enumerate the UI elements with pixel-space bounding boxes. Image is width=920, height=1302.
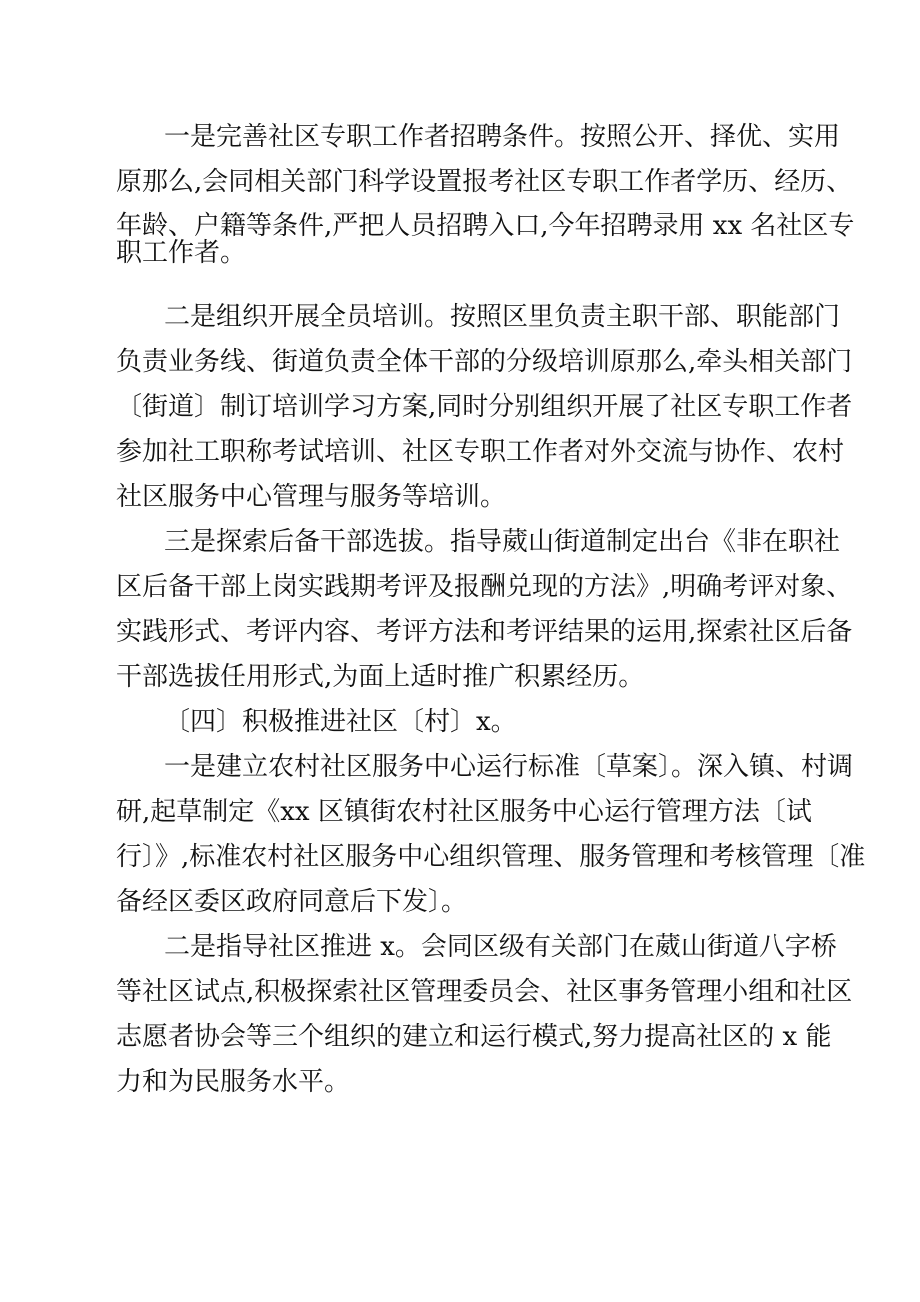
paragraph-3-line-3: 实践形式、考评内容、考评方法和考评结果的运用,探索社区后备 <box>116 617 853 647</box>
paragraph-1-line-3: 年龄、户籍等条件,严把人员招聘入口,今年招聘录用 xx 名社区专 <box>116 211 855 241</box>
paragraph-1-line-4: 职工作者。 <box>116 238 247 268</box>
paragraph-1-line-2: 原那么,会同相关部门科学设置报考社区专职工作者学历、经历、 <box>116 167 853 197</box>
paragraph-2-line-3: 〔街道〕制订培训学习方案,同时分别组织开展了社区专职工作者 <box>116 392 853 422</box>
paragraph-4-line-3: 行〕》,标准农村社区服务中心组织管理、服务管理和考核管理〔准 <box>116 842 866 872</box>
paragraph-5-line-1: 二是指导社区推进 x。会同区级有关部门在葳山街道八字桥 <box>164 932 837 962</box>
paragraph-4-line-1: 一是建立农村社区服务中心运行标准〔草案〕。深入镇、村调 <box>164 752 854 782</box>
paragraph-3-line-2: 区后备干部上岗实践期考评及报酬兑现的方法》,明确考评对象、 <box>116 572 853 602</box>
paragraph-1-line-1: 一是完善社区专职工作者招聘条件。按照公开、择优、实用 <box>164 122 841 152</box>
paragraph-2-line-4: 参加社工职称考试培训、社区专职工作者对外交流与协作、农村 <box>116 437 845 467</box>
paragraph-3-line-4: 干部选拔任用形式,为面上适时推广积累经历。 <box>116 662 645 692</box>
paragraph-4-line-4: 备经区委区政府同意后下发〕。 <box>116 887 468 917</box>
paragraph-5-line-2: 等社区试点,积极探索社区管理委员会、社区事务管理小组和社区 <box>116 977 853 1007</box>
paragraph-2-line-5: 社区服务中心管理与服务等培训。 <box>116 482 507 512</box>
section-heading-4: 〔四〕积极推进社区〔村〕x。 <box>164 707 517 737</box>
paragraph-3-line-1: 三是探索后备干部选拔。指导葳山街道制定出台《非在职社 <box>164 527 841 557</box>
paragraph-5-line-4: 力和为民服务水平。 <box>116 1067 351 1097</box>
paragraph-4-line-2: 研,起草制定《xx 区镇街农村社区服务中心运行管理方法〔试 <box>116 797 812 827</box>
paragraph-2-line-1: 二是组织开展全员培训。按照区里负责主职干部、职能部门 <box>164 302 841 332</box>
paragraph-2-line-2: 负责业务线、街道负责全体干部的分级培训原那么,牵头相关部门 <box>116 347 853 377</box>
paragraph-5-line-3: 志愿者协会等三个组织的建立和运行模式,努力提高社区的 x 能 <box>116 1022 832 1052</box>
